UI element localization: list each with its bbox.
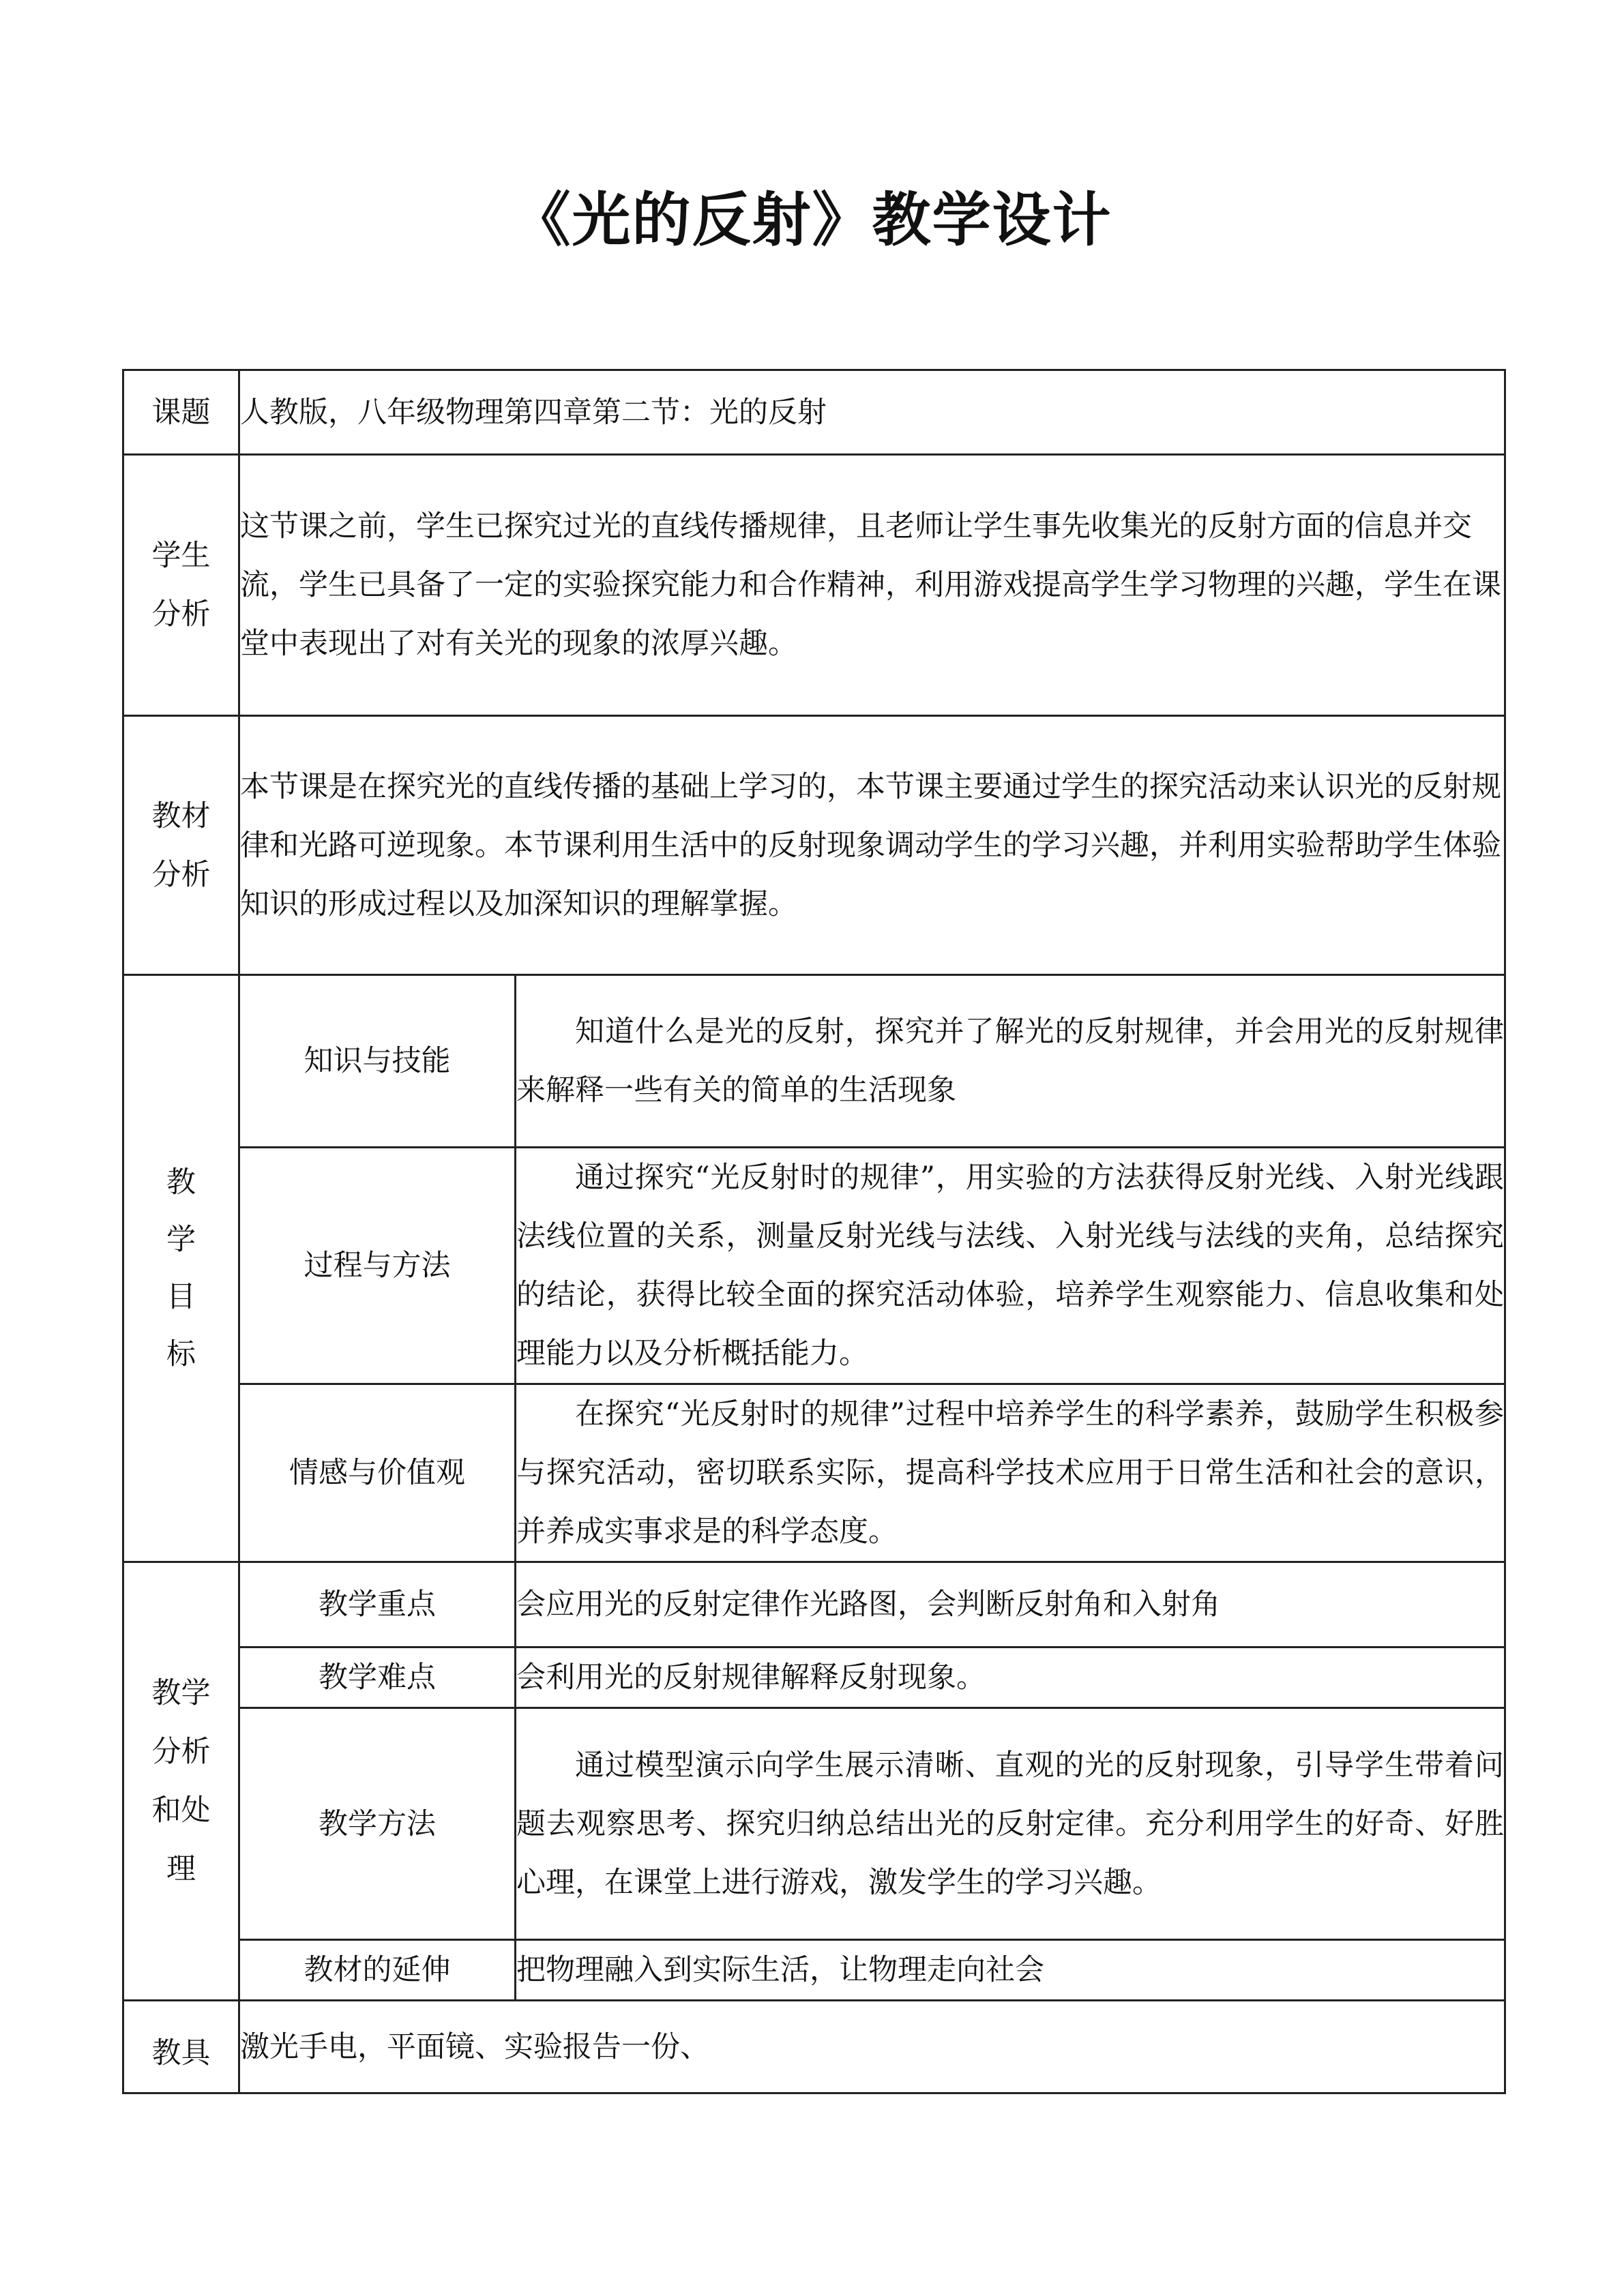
row-material-analysis xyxy=(123,716,1505,975)
row-method xyxy=(123,1708,1505,1940)
row-goal-values xyxy=(123,1384,1505,1562)
topic-content: 人教版，八年级物理第四章第二节：光的反射 xyxy=(239,370,1505,455)
document-title: 《光的反射》教学设计 xyxy=(512,186,1112,254)
goal-label: 知识与技能 xyxy=(239,975,516,1148)
row-tools xyxy=(123,2001,1505,2093)
analysis-item-label: 教材的延伸 xyxy=(239,1940,516,2001)
analysis-item-content: 把物理融入到实际生活，让物理走向社会 xyxy=(516,1940,1505,2001)
goal-label: 情感与价值观 xyxy=(239,1384,516,1562)
student-analysis-label: 学生分析 xyxy=(123,455,239,716)
row-goal-process xyxy=(123,1148,1505,1384)
analysis-item-content: 会利用光的反射规律解释反射现象。 xyxy=(516,1648,1505,1708)
row-student-analysis xyxy=(123,455,1505,716)
topic-label: 课题 xyxy=(123,370,239,455)
goals-label: 教学目标 xyxy=(123,975,239,1562)
analysis-item-label: 教学难点 xyxy=(239,1648,516,1708)
row-key-point xyxy=(123,1562,1505,1648)
goal-content: 知道什么是光的反射，探究并了解光的反射规律，并会用光的反射规律来解释一些有关的简单的生活现象 xyxy=(516,975,1505,1148)
analysis-label: 教学分析和处理 xyxy=(123,1562,239,2001)
student-analysis-content: 这节课之前，学生已探究过光的直线传播规律，且老师让学生事先收集光的反射方面的信息并交流，学生已具备了一定的实验探究能力和合作精神，利用游戏提高学生学习物理的兴趣，学生在课堂中表现出了对有关光的现象的浓厚兴趣。 xyxy=(239,455,1505,716)
row-goal-knowledge xyxy=(123,975,1505,1148)
goal-content: 在探究“光反射时的规律”过程中培养学生的科学素养，鼓励学生积极参与探究活动，密切联系实际，提高科学技术应用于日常生活和社会的意识，并养成实事求是的科学态度。 xyxy=(516,1384,1505,1562)
row-topic xyxy=(123,370,1505,455)
material-analysis-content: 本节课是在探究光的直线传播的基础上学习的，本节课主要通过学生的探究活动来认识光的反射规律和光路可逆现象。本节课利用生活中的反射现象调动学生的学习兴趣，并利用实验帮助学生体验知识的形成过程以及加深知识的理解掌握。 xyxy=(239,716,1505,975)
analysis-item-content: 会应用光的反射定律作光路图，会判断反射角和入射角 xyxy=(516,1562,1505,1648)
tools-content: 激光手电，平面镜、实验报告一份、 xyxy=(239,2001,1505,2093)
row-extension xyxy=(123,1940,1505,2001)
goal-label: 过程与方法 xyxy=(239,1148,516,1384)
analysis-item-label: 教学重点 xyxy=(239,1562,516,1648)
goal-content: 通过探究“光反射时的规律”，用实验的方法获得反射光线、入射光线跟法线位置的关系，测量反射光线与法线、入射光线与法线的夹角，总结探究的结论，获得比较全面的探究活动体验，培养学生观察能力、信息收集和处理能力以及分析概括能力。 xyxy=(516,1148,1505,1384)
row-difficulty xyxy=(123,1648,1505,1708)
tools-label: 教具 xyxy=(123,2001,239,2093)
analysis-item-content: 通过模型演示向学生展示清晰、直观的光的反射现象，引导学生带着问题去观察思考、探究归纳总结出光的反射定律。充分利用学生的好奇、好胜心理，在课堂上进行游戏，激发学生的学习兴趣。 xyxy=(516,1708,1505,1940)
analysis-item-label: 教学方法 xyxy=(239,1708,516,1940)
lesson-plan-table xyxy=(122,369,1506,2094)
material-analysis-label: 教材分析 xyxy=(123,716,239,975)
